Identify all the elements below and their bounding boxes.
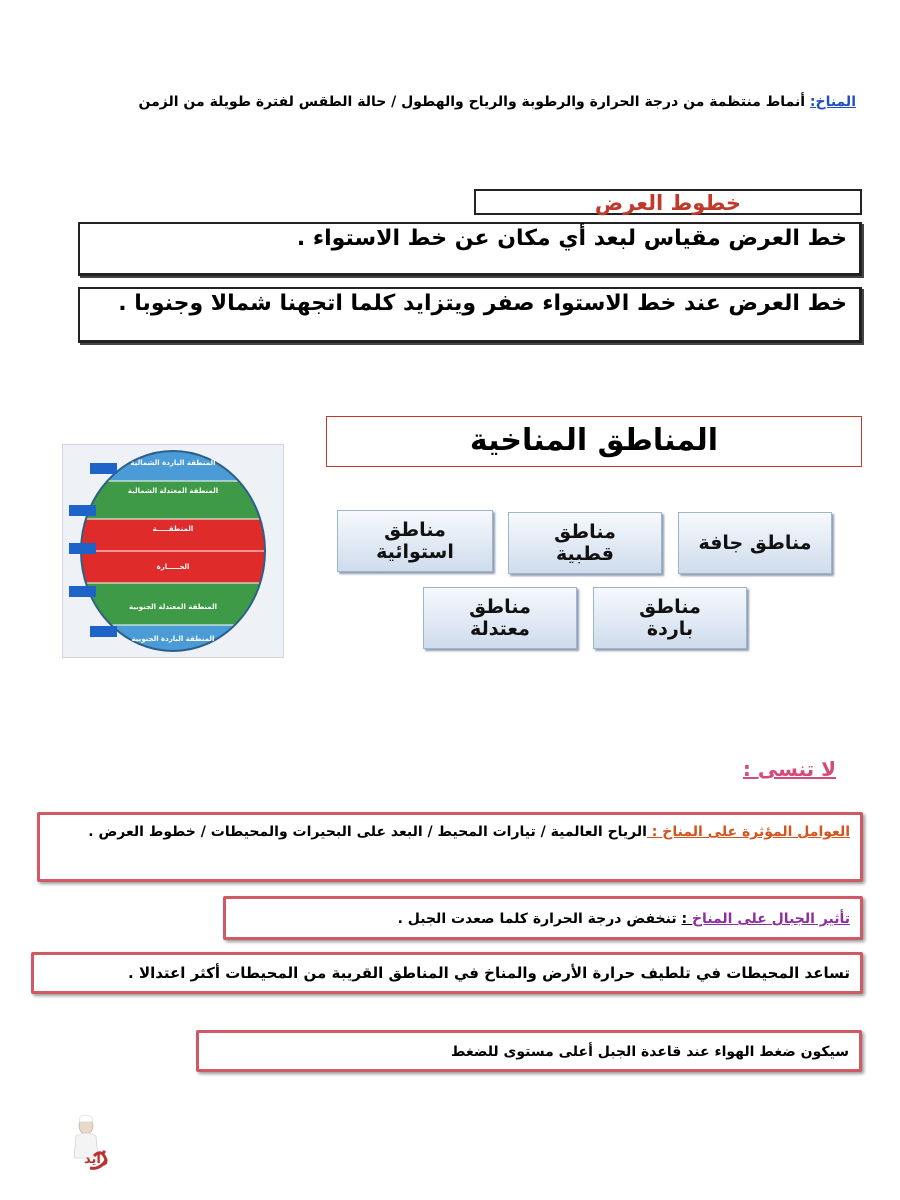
globe-label-north-temperate: المنطقة المعتدلة الشمالية <box>127 487 219 495</box>
zayed-portrait-icon <box>66 1112 116 1178</box>
zone-cold: مناطق باردة <box>593 587 747 649</box>
globe-label-north-cold: المنطقة الباردة الشمالية <box>130 459 216 467</box>
zone-dry: مناطق جافة <box>678 512 832 574</box>
air-pressure-note: سيكون ضغط الهواء عند قاعدة الجبل أعلى مستوى للضغط <box>196 1030 862 1072</box>
mountains-colon: : <box>681 911 692 927</box>
latitude-title: خطوط العرض <box>474 189 862 215</box>
climate-zones-title: المناطق المناخية <box>326 416 862 467</box>
factors-label: العوامل المؤثرة على المناخ : <box>646 824 850 840</box>
globe-label-hot-1: المنطقـــــة <box>152 525 194 533</box>
latitude-marker <box>90 463 117 474</box>
mountains-note <box>223 896 863 940</box>
reminder-heading: لا تنسى : <box>742 757 836 781</box>
climate-definition <box>56 94 856 110</box>
globe-label-hot-2: الحـــــارة <box>156 563 190 571</box>
latitude-definition-box: خط العرض مقياس لبعد أي مكان عن خط الاستواء . <box>78 222 862 276</box>
definition-text: أنماط منتظمة من درجة الحرارة والرطوبة والرياح والهطول / حالة الطقس لفترة طويلة من الزمن <box>138 94 810 110</box>
latitude-marker <box>69 543 96 554</box>
mountains-label: تأثير الجبال على المناخ <box>691 911 850 927</box>
zayed-year-logo <box>66 1112 116 1178</box>
zone-polar: مناطق قطبية <box>508 512 662 574</box>
mountains-text: تنخفض درجة الحرارة كلما صعدت الجبل . <box>397 911 682 927</box>
zone-equatorial: مناطق استوائية <box>337 510 493 572</box>
factors-text: الرياح العالمية / تيارات المحيط / البعد على البحيرات والمحيطات / خطوط العرض . <box>88 824 647 840</box>
zone-temperate: مناطق معتدلة <box>423 587 577 649</box>
climate-factors-note <box>37 812 863 882</box>
latitude-marker <box>90 626 117 637</box>
logo-text: زايد <box>84 1152 109 1167</box>
definition-term: المناخ: <box>809 94 856 110</box>
latitude-marker <box>69 505 96 516</box>
latitude-marker <box>69 586 96 597</box>
climate-zones-globe-image <box>62 444 284 658</box>
globe-label-south-cold: المنطقة الباردة الجنوبية <box>131 635 215 643</box>
oceans-note: تساعد المحيطات في تلطيف حرارة الأرض والمناخ في المناطق القريبة من المحيطات أكثر اعتدالا . <box>31 952 863 994</box>
globe-label-south-temperate: المنطقة المعتدلة الجنوبية <box>128 603 218 611</box>
latitude-equator-box: خط العرض عند خط الاستواء صفر ويتزايد كلما اتجهنا شمالا وجنوبا . <box>78 287 862 343</box>
